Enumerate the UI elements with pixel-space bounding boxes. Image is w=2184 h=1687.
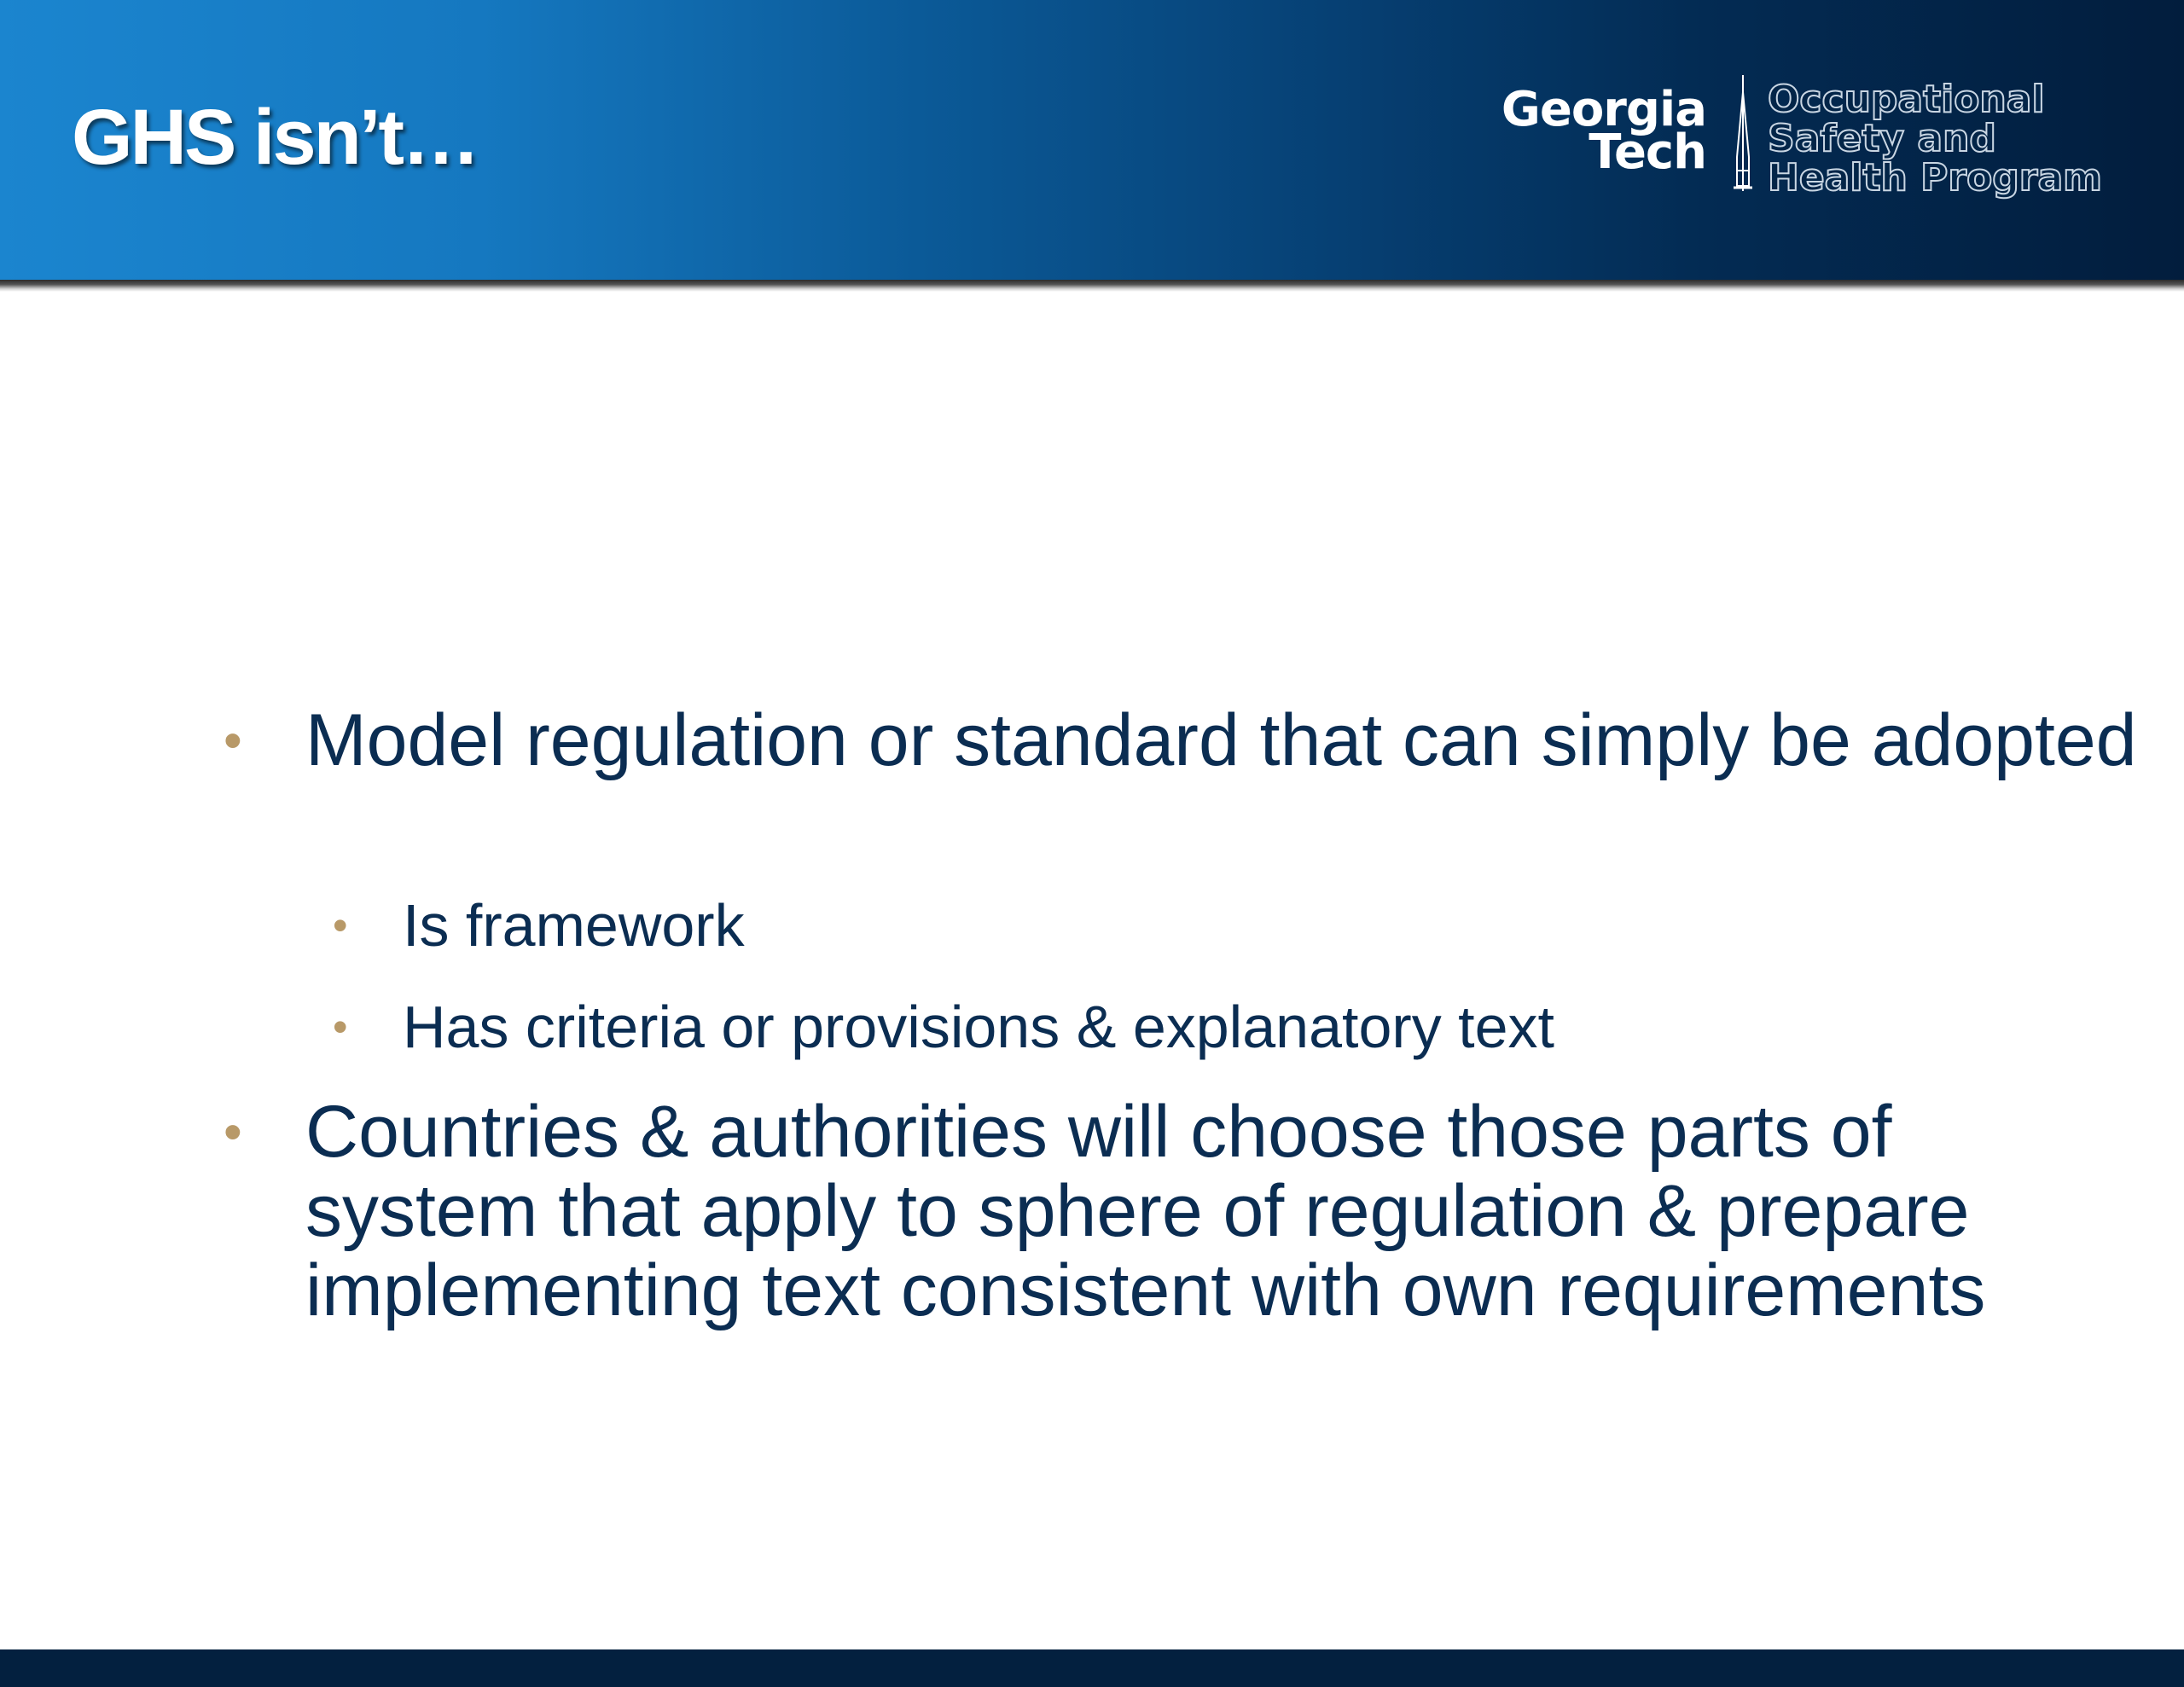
logo-tech-text: Tech bbox=[1589, 125, 1706, 180]
logo-program-line1: Occupational bbox=[1768, 78, 2045, 121]
bullet-dot: • bbox=[224, 711, 242, 770]
bullet-1-sub-1-text: Is framework bbox=[403, 892, 745, 959]
bullet-dot: • bbox=[224, 1103, 242, 1162]
sub-bullet-dot: • bbox=[333, 1003, 348, 1051]
slide-title: GHS isn’t… bbox=[72, 94, 479, 181]
sub-bullet-dot: • bbox=[333, 901, 348, 949]
bullet-2-text: Countries & authorities will choose those parts of system that apply to sphere of regulation & prepare implementing text consistent with own requirements bbox=[305, 1091, 1986, 1331]
bullet-1-sub-2-text: Has criteria or provisions & explanatory text bbox=[403, 994, 1554, 1060]
logo-program-line3: Health Program bbox=[1768, 156, 2103, 200]
footer-band bbox=[0, 1649, 2184, 1687]
logo-program-line2: Safety and bbox=[1768, 117, 1996, 160]
bullet-1-text: Model regulation or standard that can simply be adopted bbox=[305, 699, 2137, 781]
logo-georgia-text: Georgia bbox=[1501, 82, 1706, 137]
